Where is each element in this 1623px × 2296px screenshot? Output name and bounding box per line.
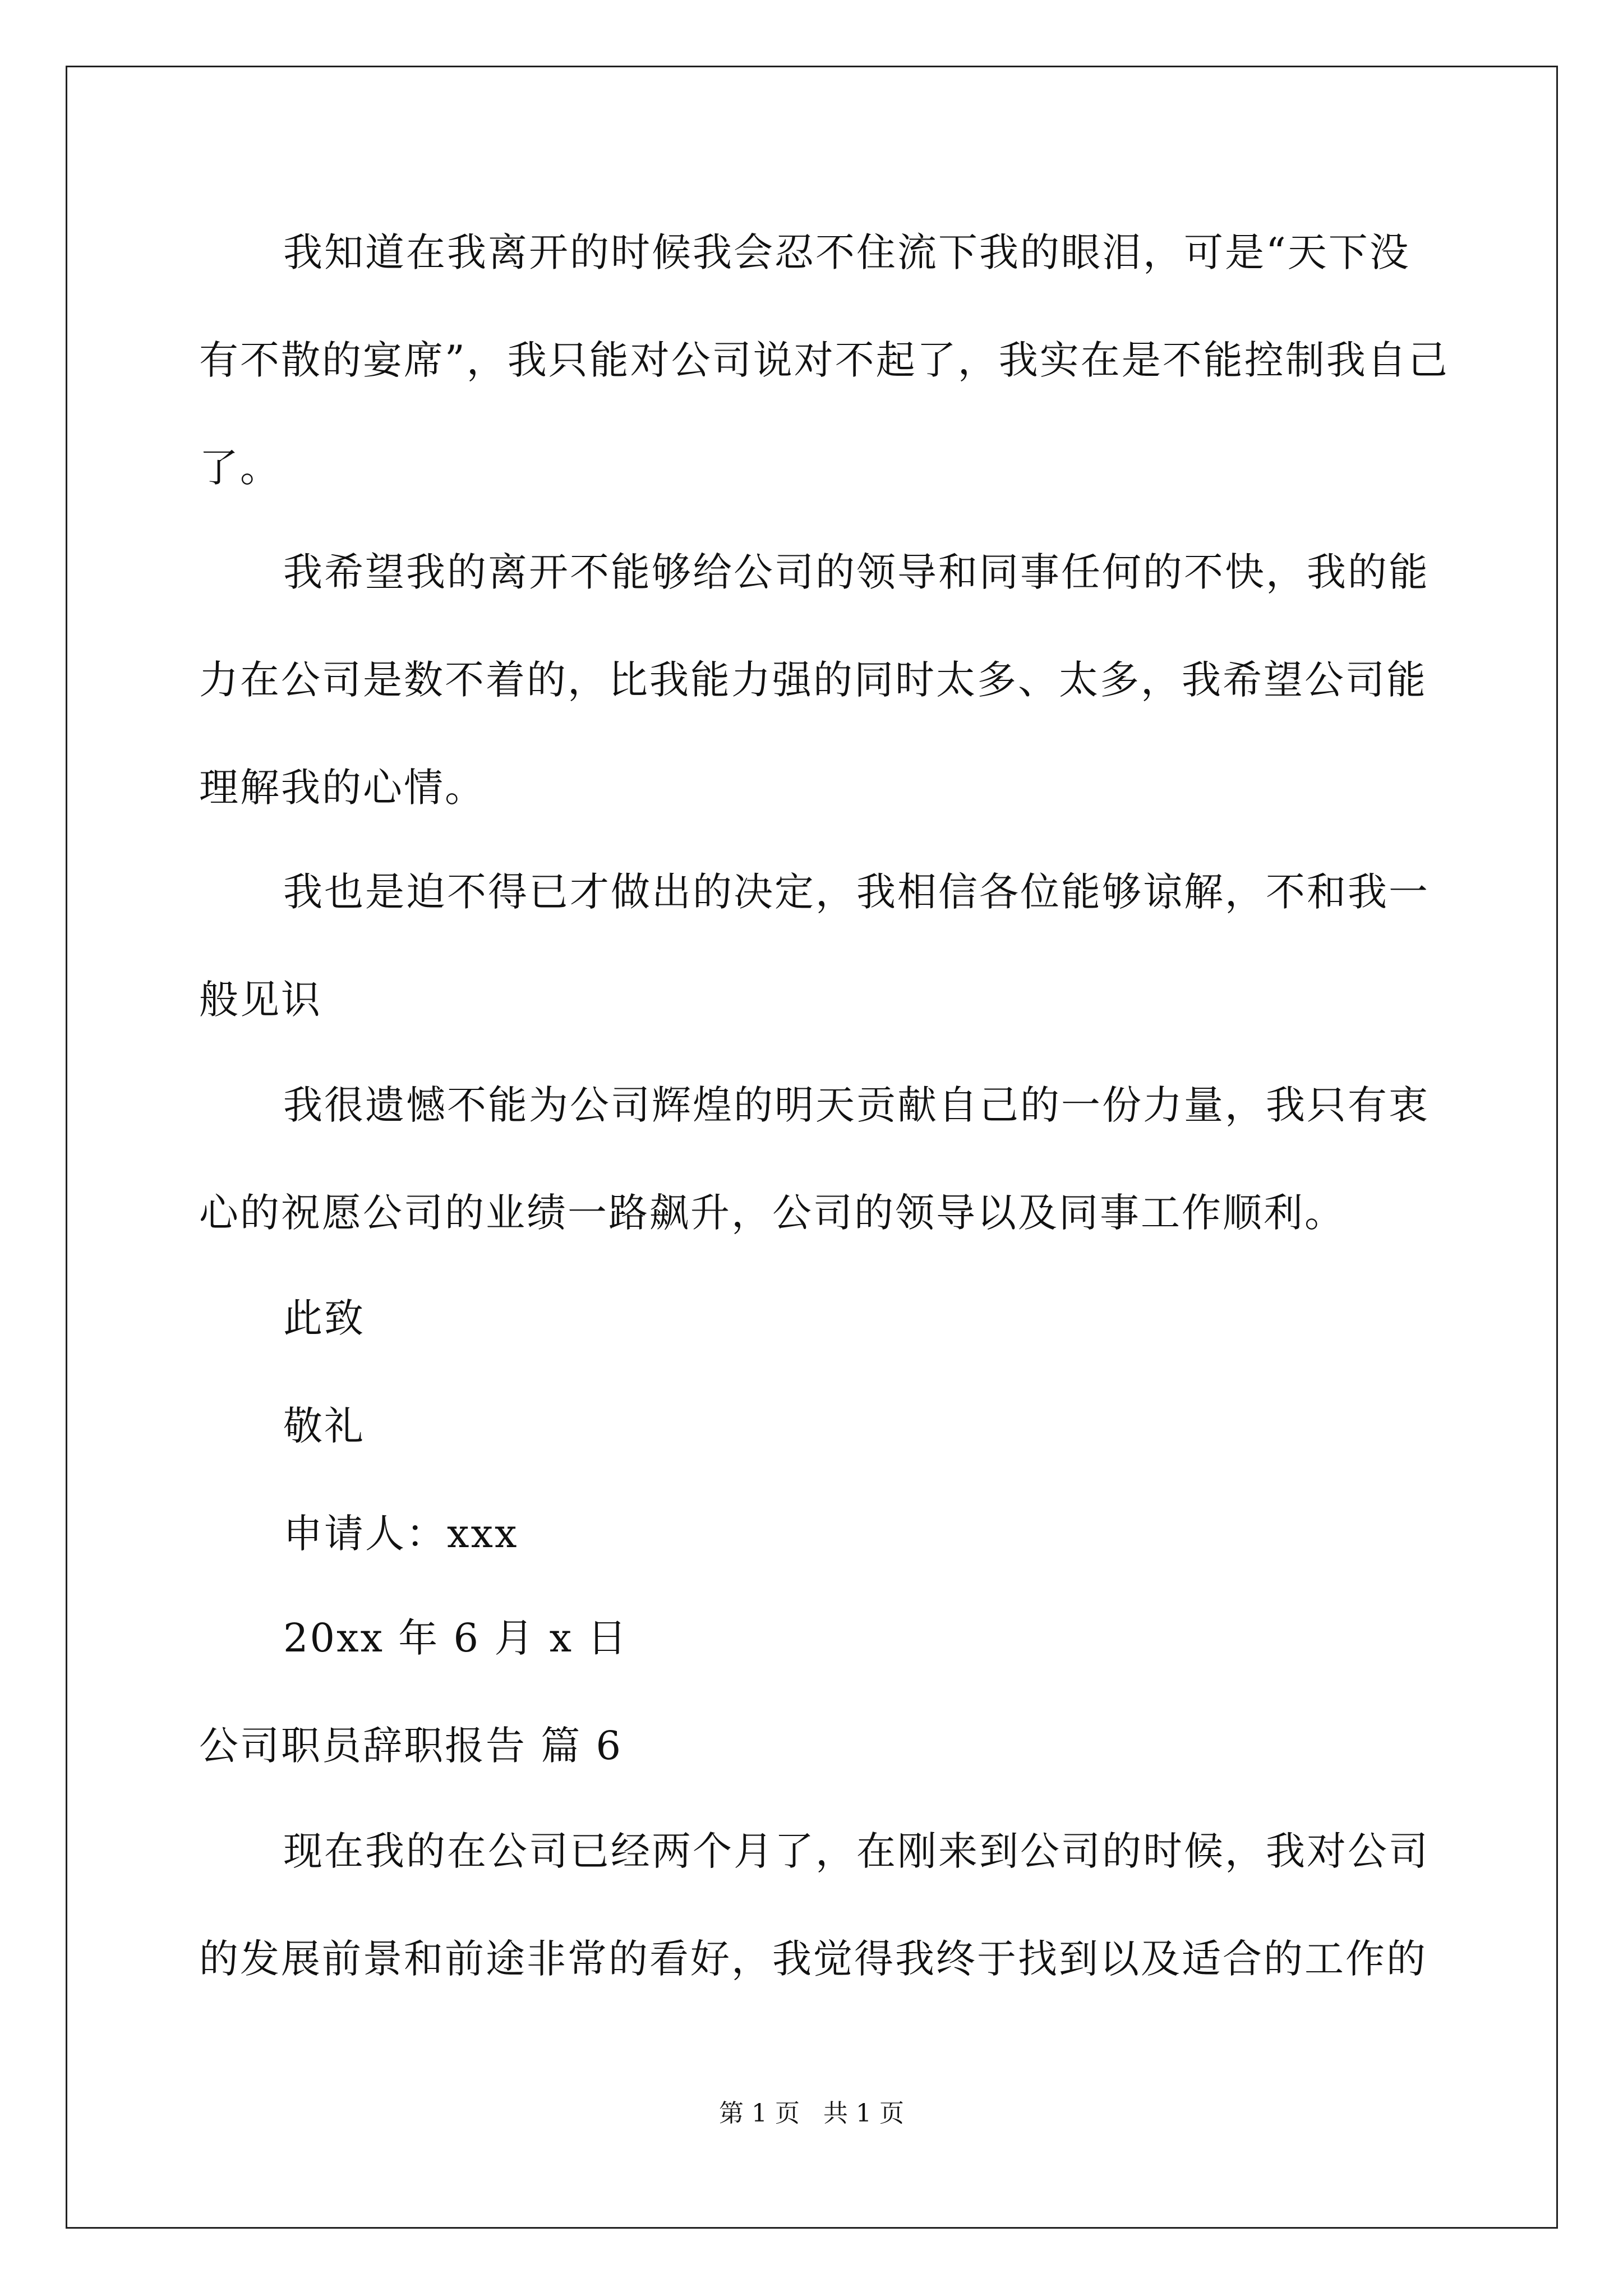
body-line: 力在公司是数不着的，比我能力强的同时太多、太多，我希望公司能 (199, 657, 1427, 703)
body-line: 般见识 (199, 977, 322, 1023)
closing-line: 敬礼 (283, 1403, 365, 1449)
body-line: 了。 (199, 445, 281, 491)
closing-line: 此致 (283, 1295, 365, 1341)
body-line: 我也是迫不得已才做出的决定，我相信各位能够谅解，不和我一 (283, 869, 1430, 915)
body-line: 有不散的宴席”，我只能对公司说对不起了，我实在是不能控制我自己 (199, 337, 1449, 383)
body-line: 我希望我的离开不能够给公司的领导和同事任何的不快，我的能 (283, 549, 1430, 595)
page-border (66, 66, 1558, 2229)
body-line: 我很遗憾不能为公司辉煌的明天贡献自己的一份力量，我只有衷 (283, 1082, 1430, 1128)
body-line: 的发展前景和前途非常的看好，我觉得我终于找到以及适合的工作的 (199, 1936, 1427, 1982)
body-line: 理解我的心情。 (199, 765, 486, 811)
date-line: 20xx 年 6 月 x 日 (283, 1615, 629, 1661)
body-line: 心的祝愿公司的业绩一路飙升，公司的领导以及同事工作顺利。 (199, 1190, 1345, 1236)
page-footer: 第 1 页 共 1 页 (719, 2099, 904, 2128)
applicant-line: 申请人：xxx (283, 1511, 519, 1557)
body-line: 现在我的在公司已经两个月了，在刚来到公司的时候，我对公司 (283, 1828, 1430, 1874)
section-heading: 公司职员辞职报告 篇 6 (199, 1723, 623, 1769)
body-line: 我知道在我离开的时候我会忍不住流下我的眼泪，可是“天下没 (283, 229, 1410, 275)
